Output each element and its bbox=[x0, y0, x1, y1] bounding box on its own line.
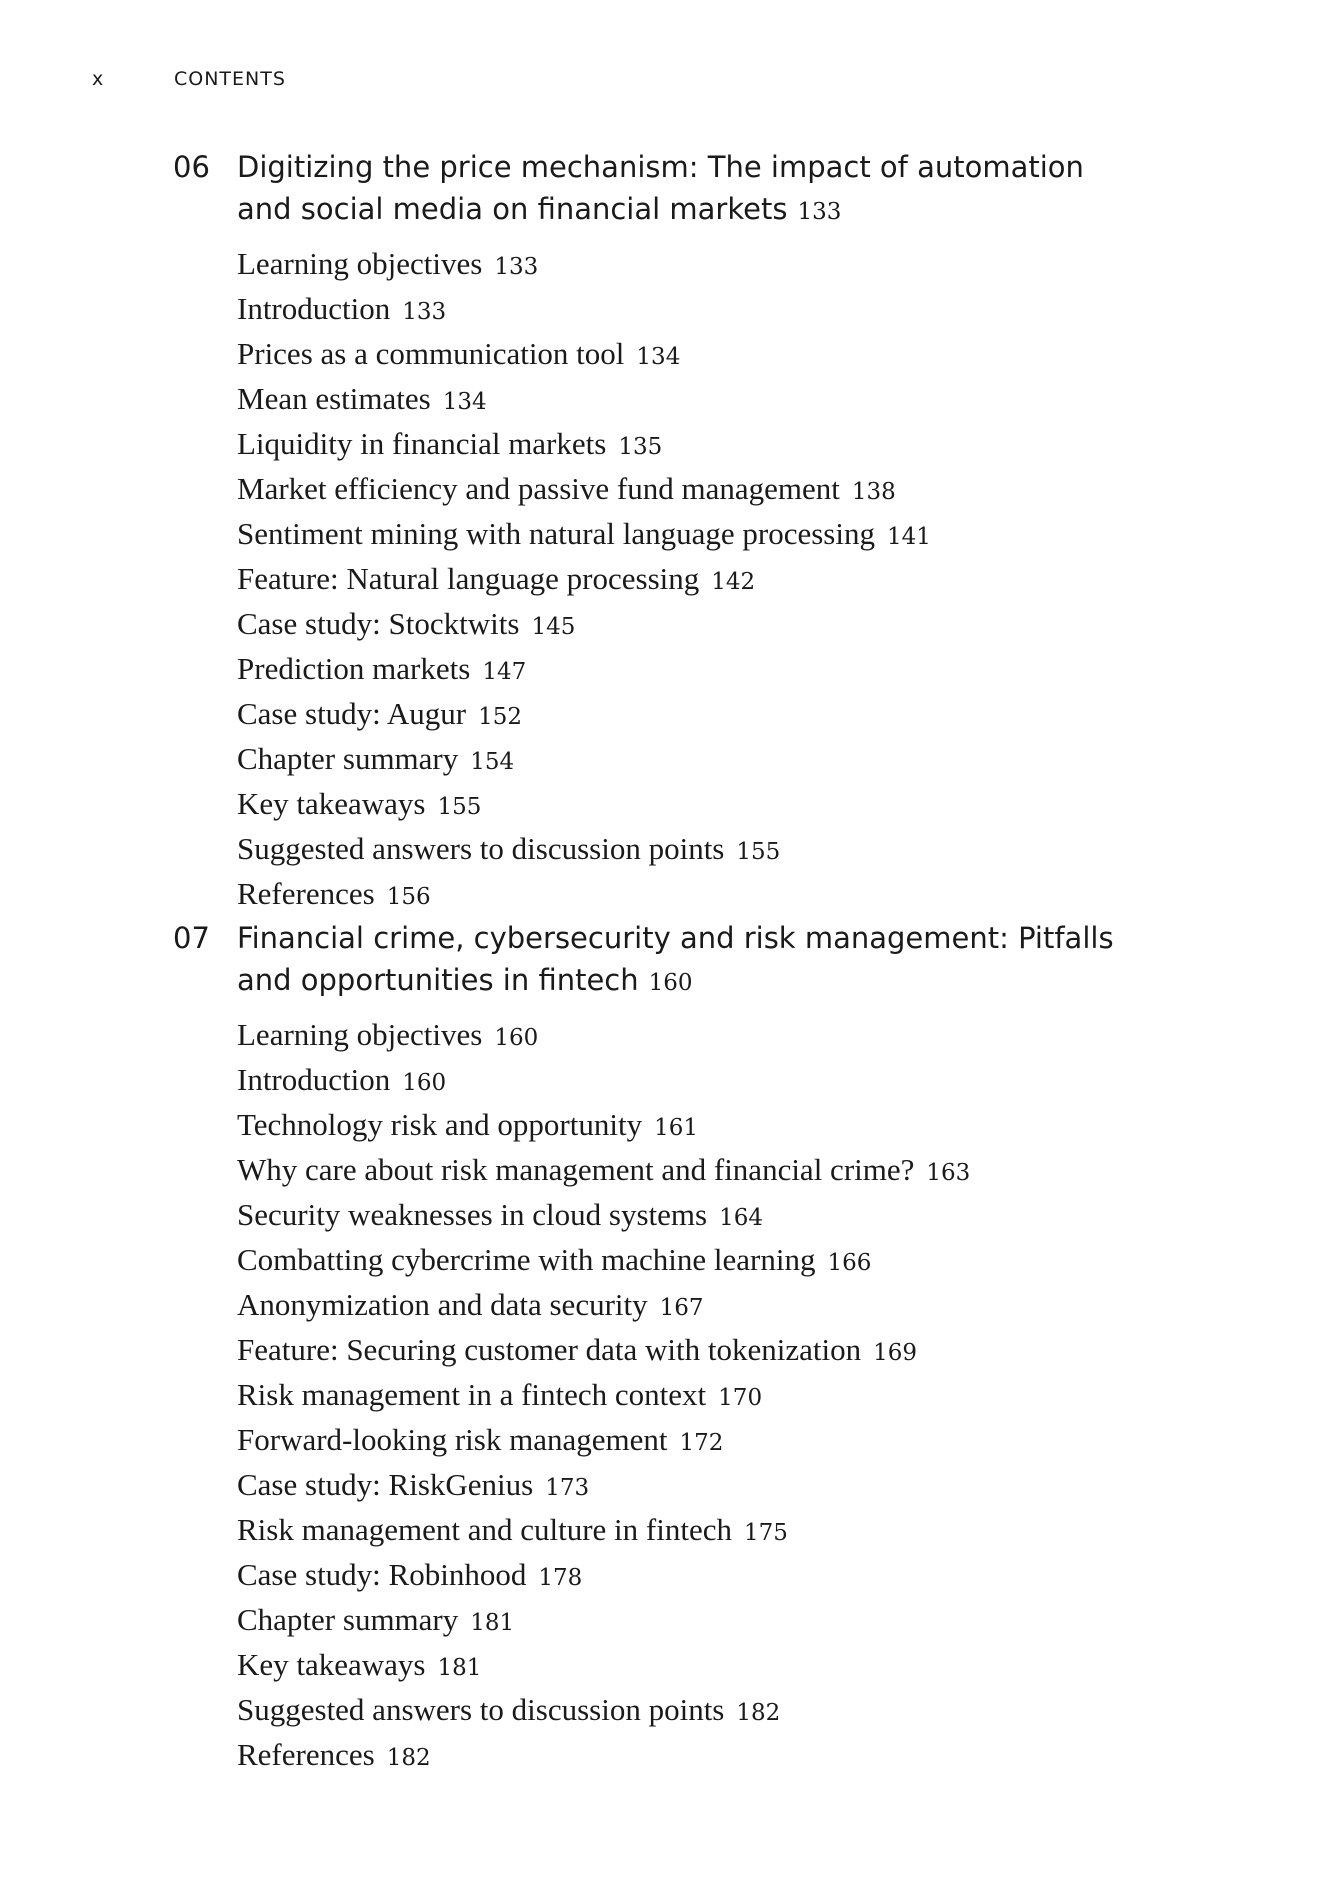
chapter-number: 06 bbox=[173, 150, 210, 184]
toc-entry bbox=[237, 648, 1173, 693]
toc-entry-title: Learning objectives bbox=[237, 246, 483, 281]
toc-entry-page: 134 bbox=[442, 389, 487, 415]
toc-entry-title: Feature: Securing customer data with tokenization bbox=[237, 1332, 862, 1367]
toc-entry-title: Risk management and culture in fintech bbox=[237, 1512, 732, 1547]
toc-entry-page: 181 bbox=[437, 1655, 482, 1681]
toc-entry-title: Key takeaways bbox=[237, 786, 426, 821]
toc-entry bbox=[237, 1419, 1173, 1464]
chapter-heading bbox=[173, 146, 1173, 233]
toc-entry-title: Suggested answers to discussion points bbox=[237, 1692, 725, 1727]
chapter-heading bbox=[173, 917, 1173, 1004]
toc-entry-page: 155 bbox=[736, 839, 781, 865]
toc-entry-page: 145 bbox=[531, 614, 576, 640]
toc-entry bbox=[237, 468, 1173, 513]
toc-entry bbox=[237, 738, 1173, 783]
toc-entry bbox=[237, 1194, 1173, 1239]
toc-entry-title: Security weaknesses in cloud systems bbox=[237, 1197, 708, 1232]
toc-entry bbox=[237, 1644, 1173, 1689]
toc-entry-title: Prediction markets bbox=[237, 651, 471, 686]
toc-entry bbox=[237, 378, 1173, 423]
chapter-page-number: 133 bbox=[797, 199, 842, 225]
toc-entry bbox=[237, 288, 1173, 333]
toc-entry-page: 172 bbox=[679, 1430, 724, 1456]
toc-entry-title: Anonymization and data security bbox=[237, 1287, 648, 1322]
toc-entry bbox=[237, 1059, 1173, 1104]
toc-entry bbox=[237, 1689, 1173, 1734]
toc-entry-page: 182 bbox=[736, 1700, 781, 1726]
toc-entry-title: Case study: RiskGenius bbox=[237, 1467, 534, 1502]
chapter-number: 07 bbox=[173, 921, 210, 955]
toc-entry-title: References bbox=[237, 876, 375, 911]
toc-entry-title: Forward-looking risk management bbox=[237, 1422, 668, 1457]
toc-entry bbox=[237, 693, 1173, 738]
toc-entry-page: 142 bbox=[711, 569, 756, 595]
toc-entry bbox=[237, 558, 1173, 603]
toc-entry-page: 147 bbox=[482, 659, 527, 685]
toc-chapter-06 bbox=[173, 146, 1173, 918]
chapter-title-block bbox=[237, 146, 1137, 233]
toc-entry-page: 160 bbox=[402, 1070, 447, 1096]
toc-entry-page: 155 bbox=[437, 794, 482, 820]
toc-entry-title: Why care about risk management and financial crime? bbox=[237, 1152, 915, 1187]
toc-entry bbox=[237, 333, 1173, 378]
toc-entry bbox=[237, 243, 1173, 288]
toc-entry-title: Liquidity in financial markets bbox=[237, 426, 607, 461]
toc-entry-title: Chapter summary bbox=[237, 741, 459, 776]
toc-entry-page: 175 bbox=[744, 1520, 788, 1546]
toc-entry-page: 156 bbox=[386, 884, 431, 910]
toc-entry-page: 167 bbox=[659, 1295, 704, 1321]
toc-entry-page: 134 bbox=[636, 344, 681, 370]
toc-entry-title: Case study: Augur bbox=[237, 696, 467, 731]
toc-entry-page: 160 bbox=[494, 1025, 539, 1051]
toc-entry bbox=[237, 1239, 1173, 1284]
toc-entry-title: Case study: Robinhood bbox=[237, 1557, 527, 1592]
toc-entry-page: 163 bbox=[926, 1160, 971, 1186]
toc-entry-page: 133 bbox=[402, 299, 447, 325]
toc-entry-page: 164 bbox=[719, 1205, 763, 1231]
toc-entry bbox=[237, 873, 1173, 918]
toc-entry-title: Combatting cybercrime with machine learning bbox=[237, 1242, 816, 1277]
toc-entry-title: Learning objectives bbox=[237, 1017, 483, 1052]
toc-entry bbox=[237, 423, 1173, 468]
toc-entry-page: 141 bbox=[886, 524, 931, 550]
toc-entry-list bbox=[237, 1014, 1173, 1779]
running-head-label: CONTENTS bbox=[174, 68, 286, 90]
toc-entry-page: 133 bbox=[494, 254, 539, 280]
running-head bbox=[92, 68, 286, 90]
toc-entry-title: Introduction bbox=[237, 291, 391, 326]
toc-entry-list bbox=[237, 243, 1173, 918]
toc-entry-title: Market efficiency and passive fund management bbox=[237, 471, 840, 506]
toc-entry-page: 135 bbox=[618, 434, 663, 460]
chapter-title: Digitizing the price mechanism: The impact of automation and social media on financial markets bbox=[237, 150, 1084, 226]
toc-entry-title: Case study: Stocktwits bbox=[237, 606, 520, 641]
toc-entry-title: Risk management in a fintech context bbox=[237, 1377, 707, 1412]
toc-entry-page: 138 bbox=[851, 479, 896, 505]
toc-entry-title: References bbox=[237, 1737, 375, 1772]
toc-entry bbox=[237, 1599, 1173, 1644]
toc-entry-title: Feature: Natural language processing bbox=[237, 561, 700, 596]
toc-entry-title: Mean estimates bbox=[237, 381, 431, 416]
toc-entry bbox=[237, 1014, 1173, 1059]
toc-entry-title: Chapter summary bbox=[237, 1602, 459, 1637]
toc-entry bbox=[237, 783, 1173, 828]
toc-entry bbox=[237, 1734, 1173, 1779]
toc-entry bbox=[237, 1284, 1173, 1329]
toc-entry bbox=[237, 1554, 1173, 1599]
toc-entry-page: 161 bbox=[654, 1115, 698, 1141]
toc-entry bbox=[237, 513, 1173, 558]
toc-entry bbox=[237, 828, 1173, 873]
toc-entry-page: 166 bbox=[827, 1250, 872, 1276]
toc-chapter-07 bbox=[173, 917, 1173, 1779]
toc-entry-page: 154 bbox=[470, 749, 515, 775]
page-folio: x bbox=[92, 68, 105, 90]
toc-entry bbox=[237, 1464, 1173, 1509]
toc-entry bbox=[237, 1104, 1173, 1149]
chapter-title: Financial crime, cybersecurity and risk management: Pitfalls and opportunities in fintech bbox=[237, 921, 1114, 997]
toc-entry-page: 178 bbox=[538, 1565, 583, 1591]
toc-entry bbox=[237, 603, 1173, 648]
chapter-page-number: 160 bbox=[648, 970, 693, 996]
toc-entry bbox=[237, 1329, 1173, 1374]
toc-entry-page: 152 bbox=[478, 704, 522, 730]
toc-entry bbox=[237, 1374, 1173, 1419]
toc-entry bbox=[237, 1149, 1173, 1194]
toc-entry-title: Prices as a communication tool bbox=[237, 336, 625, 371]
toc-entry-title: Technology risk and opportunity bbox=[237, 1107, 643, 1142]
toc-entry-title: Introduction bbox=[237, 1062, 391, 1097]
toc-entry-page: 182 bbox=[386, 1745, 431, 1771]
chapter-title-block bbox=[237, 917, 1137, 1004]
toc-entry bbox=[237, 1509, 1173, 1554]
toc-entry-title: Key takeaways bbox=[237, 1647, 426, 1682]
toc-entry-page: 169 bbox=[873, 1340, 918, 1366]
toc-entry-page: 170 bbox=[718, 1385, 763, 1411]
toc-entry-page: 181 bbox=[470, 1610, 515, 1636]
toc-entry-page: 173 bbox=[545, 1475, 590, 1501]
toc-entry-title: Suggested answers to discussion points bbox=[237, 831, 725, 866]
toc-entry-title: Sentiment mining with natural language processing bbox=[237, 516, 875, 551]
